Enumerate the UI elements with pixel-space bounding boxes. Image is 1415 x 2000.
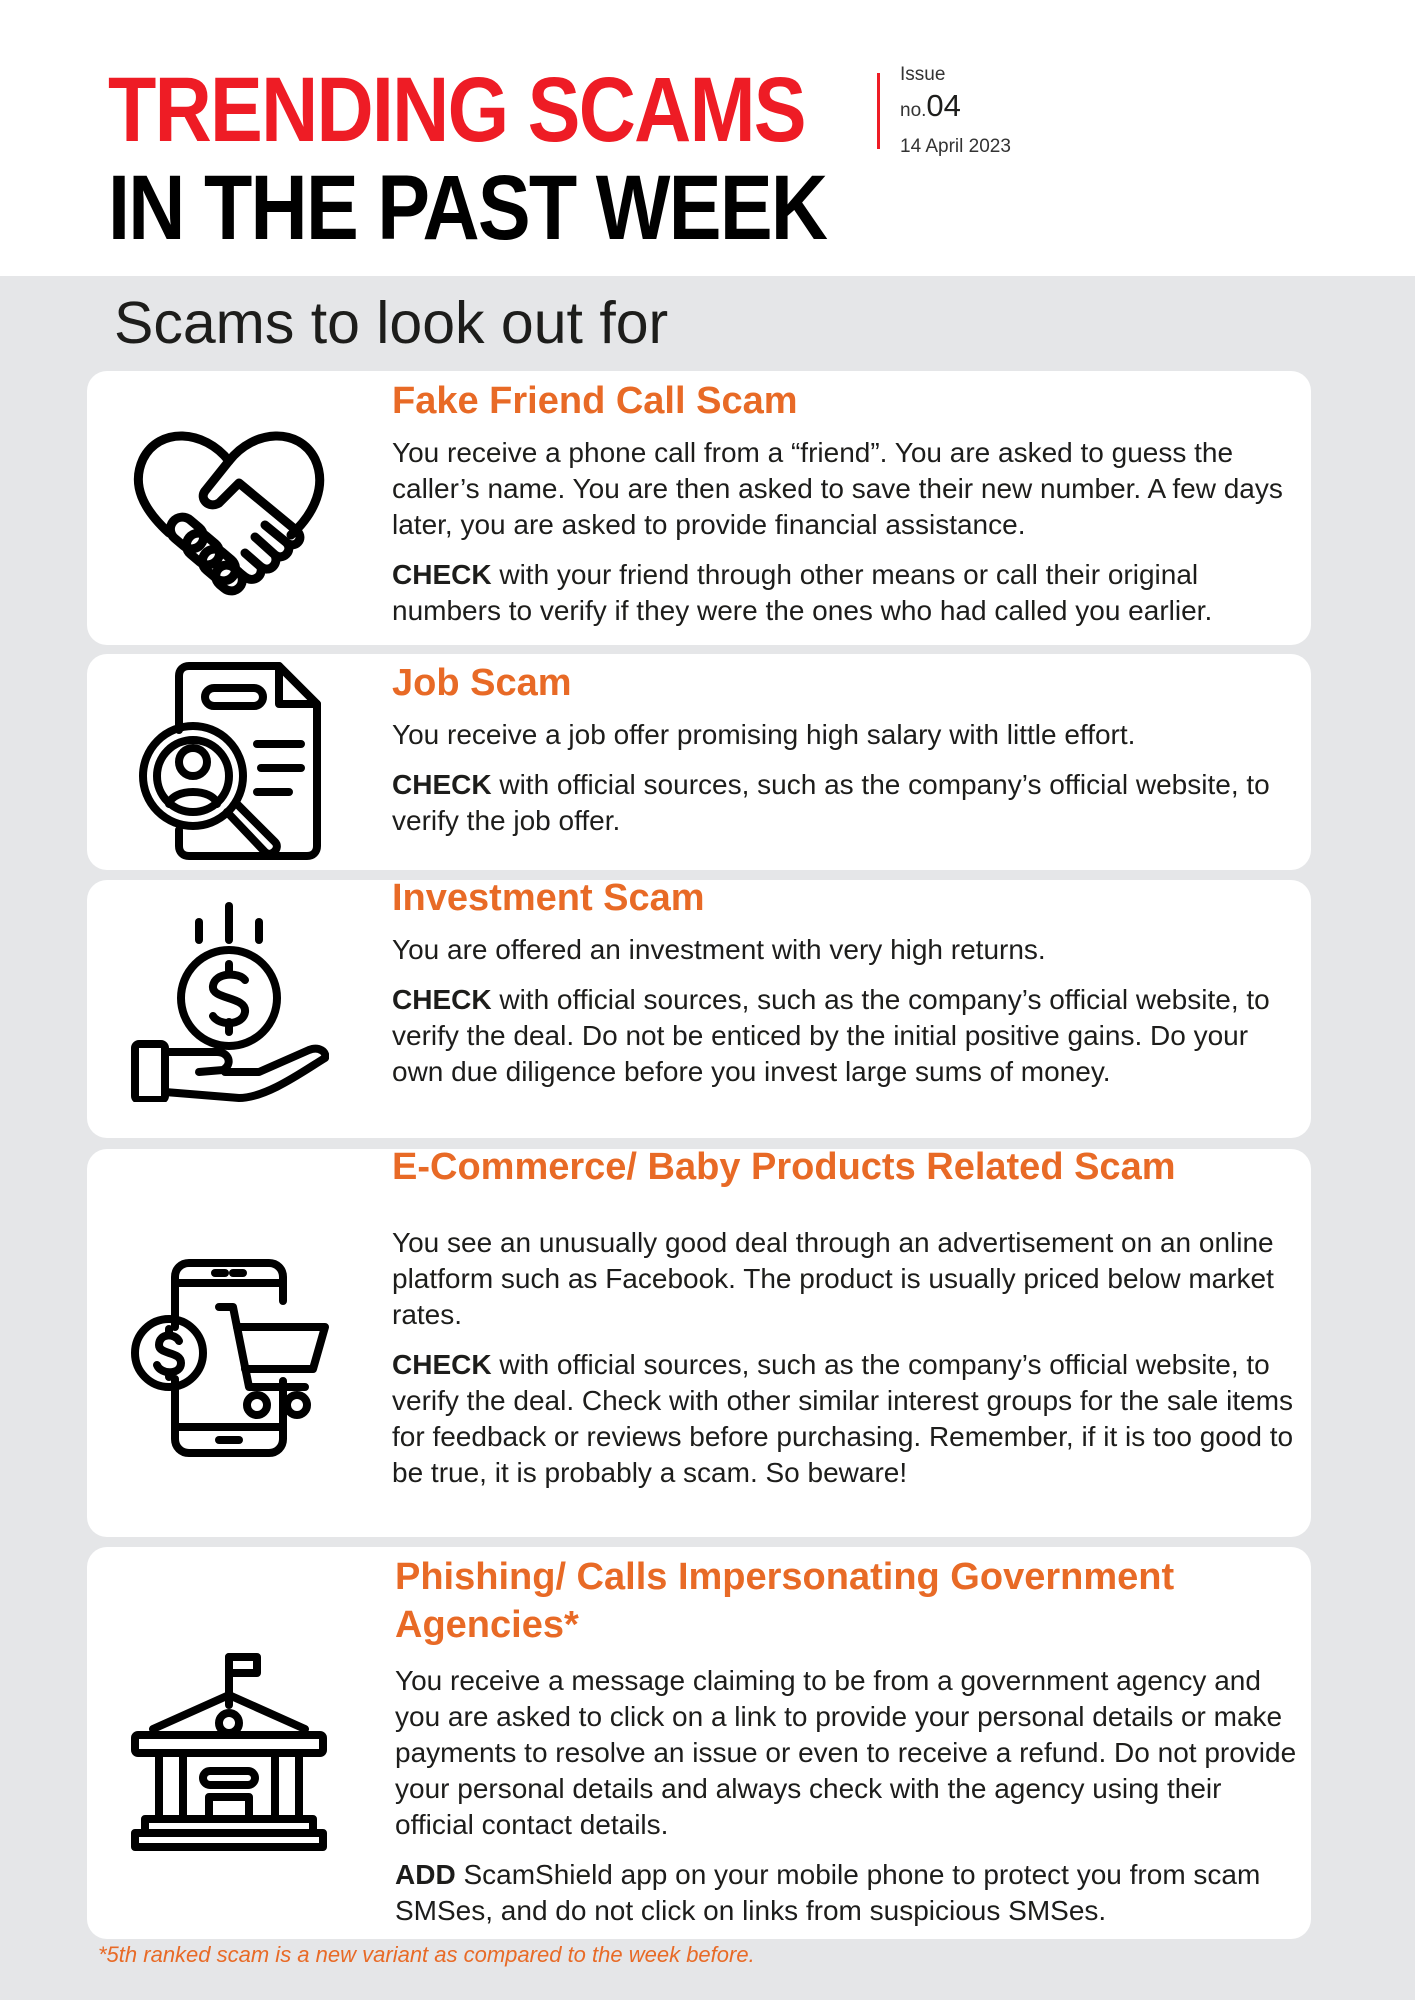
scam-action <box>392 1347 1297 1491</box>
title-line-1: TRENDING SCAMS <box>108 59 805 161</box>
scam-card-body <box>392 874 1297 1090</box>
title-line-2: IN THE PAST WEEK <box>108 157 827 259</box>
scam-card-ecommerce <box>87 1146 1311 1537</box>
scam-card-phishing <box>87 1547 1311 1939</box>
action-keyword: CHECK <box>392 1349 492 1380</box>
scam-card-body <box>392 377 1297 629</box>
scam-card-fake-friend <box>87 371 1311 645</box>
action-text: with official sources, such as the company’s official website, to verify the job offer. <box>392 769 1270 836</box>
header <box>0 0 1415 276</box>
scam-title: Job Scam <box>392 662 572 704</box>
scam-card-body <box>392 1143 1297 1491</box>
scam-title: E-Commerce/ Baby Products Related Scam <box>392 1146 1176 1188</box>
scam-action <box>392 982 1297 1090</box>
scam-action <box>392 767 1297 839</box>
phone-shopping-cart-icon <box>129 1257 329 1457</box>
action-keyword: ADD <box>395 1859 456 1890</box>
scam-card-body <box>392 659 1297 839</box>
issue-no-prefix: no. <box>900 100 927 121</box>
action-keyword: CHECK <box>392 769 492 800</box>
scam-description: You receive a job offer promising high salary with little effort. <box>392 719 1136 750</box>
action-text: with official sources, such as the company’s official website, to verify the deal. Do not be enticed by the initial positive gains. Do your own due diligence before you invest large sums of money. <box>392 984 1270 1087</box>
issue-number-value: 04 <box>926 88 961 123</box>
scam-description: You see an unusually good deal through an advertisement on an online platform such as Facebook. The product is usually priced below market rates. <box>392 1227 1274 1330</box>
action-text: with your friend through other means or call their original numbers to verify if they were the ones who had called you earlier. <box>392 559 1213 626</box>
footnote: *5th ranked scam is a new variant as compared to the week before. <box>98 1942 755 1967</box>
scam-description: You are offered an investment with very high returns. <box>392 934 1046 965</box>
government-building-icon <box>129 1651 329 1851</box>
issue-number <box>900 88 961 124</box>
handshake-heart-icon <box>129 409 329 609</box>
hand-coin-icon <box>129 902 329 1102</box>
scam-card-investment <box>87 877 1311 1138</box>
action-keyword: CHECK <box>392 559 492 590</box>
scam-card-body <box>395 1553 1297 1929</box>
scam-description: You receive a phone call from a “friend”. You are asked to guess the caller’s name. You are then asked to save their new number. A few days later, you are asked to provide financial assistance. <box>392 437 1283 540</box>
section-title: Scams to look out for <box>114 290 669 356</box>
issue-divider <box>877 73 880 149</box>
scam-action <box>392 557 1297 629</box>
scam-title: Fake Friend Call Scam <box>392 380 798 422</box>
scam-title: Investment Scam <box>392 877 705 919</box>
scam-action <box>395 1857 1297 1929</box>
scam-description: You receive a message claiming to be from a government agency and you are asked to click on a link to provide your personal details or make payments to resolve an issue or even to receive a refund. Do not provide your personal details and always check with the agency using their official contact details. <box>395 1665 1297 1840</box>
issue-date: 14 April 2023 <box>900 136 1011 157</box>
action-text: with official sources, such as the company’s official website, to verify the deal. Check with other similar interest groups for the sale items for feedback or reviews before purchasing. Remember, if it is too good to be true, it is probably a scam. So beware! <box>392 1349 1294 1488</box>
issue-label: Issue <box>900 64 946 85</box>
action-text: ScamShield app on your mobile phone to protect you from scam SMSes, and do not click on links from suspicious SMSes. <box>395 1859 1261 1926</box>
scam-card-job <box>87 654 1311 870</box>
scam-title: Phishing/ Calls Impersonating Government Agencies* <box>395 1556 1175 1646</box>
action-keyword: CHECK <box>392 984 492 1015</box>
resume-magnifier-icon <box>129 660 329 860</box>
